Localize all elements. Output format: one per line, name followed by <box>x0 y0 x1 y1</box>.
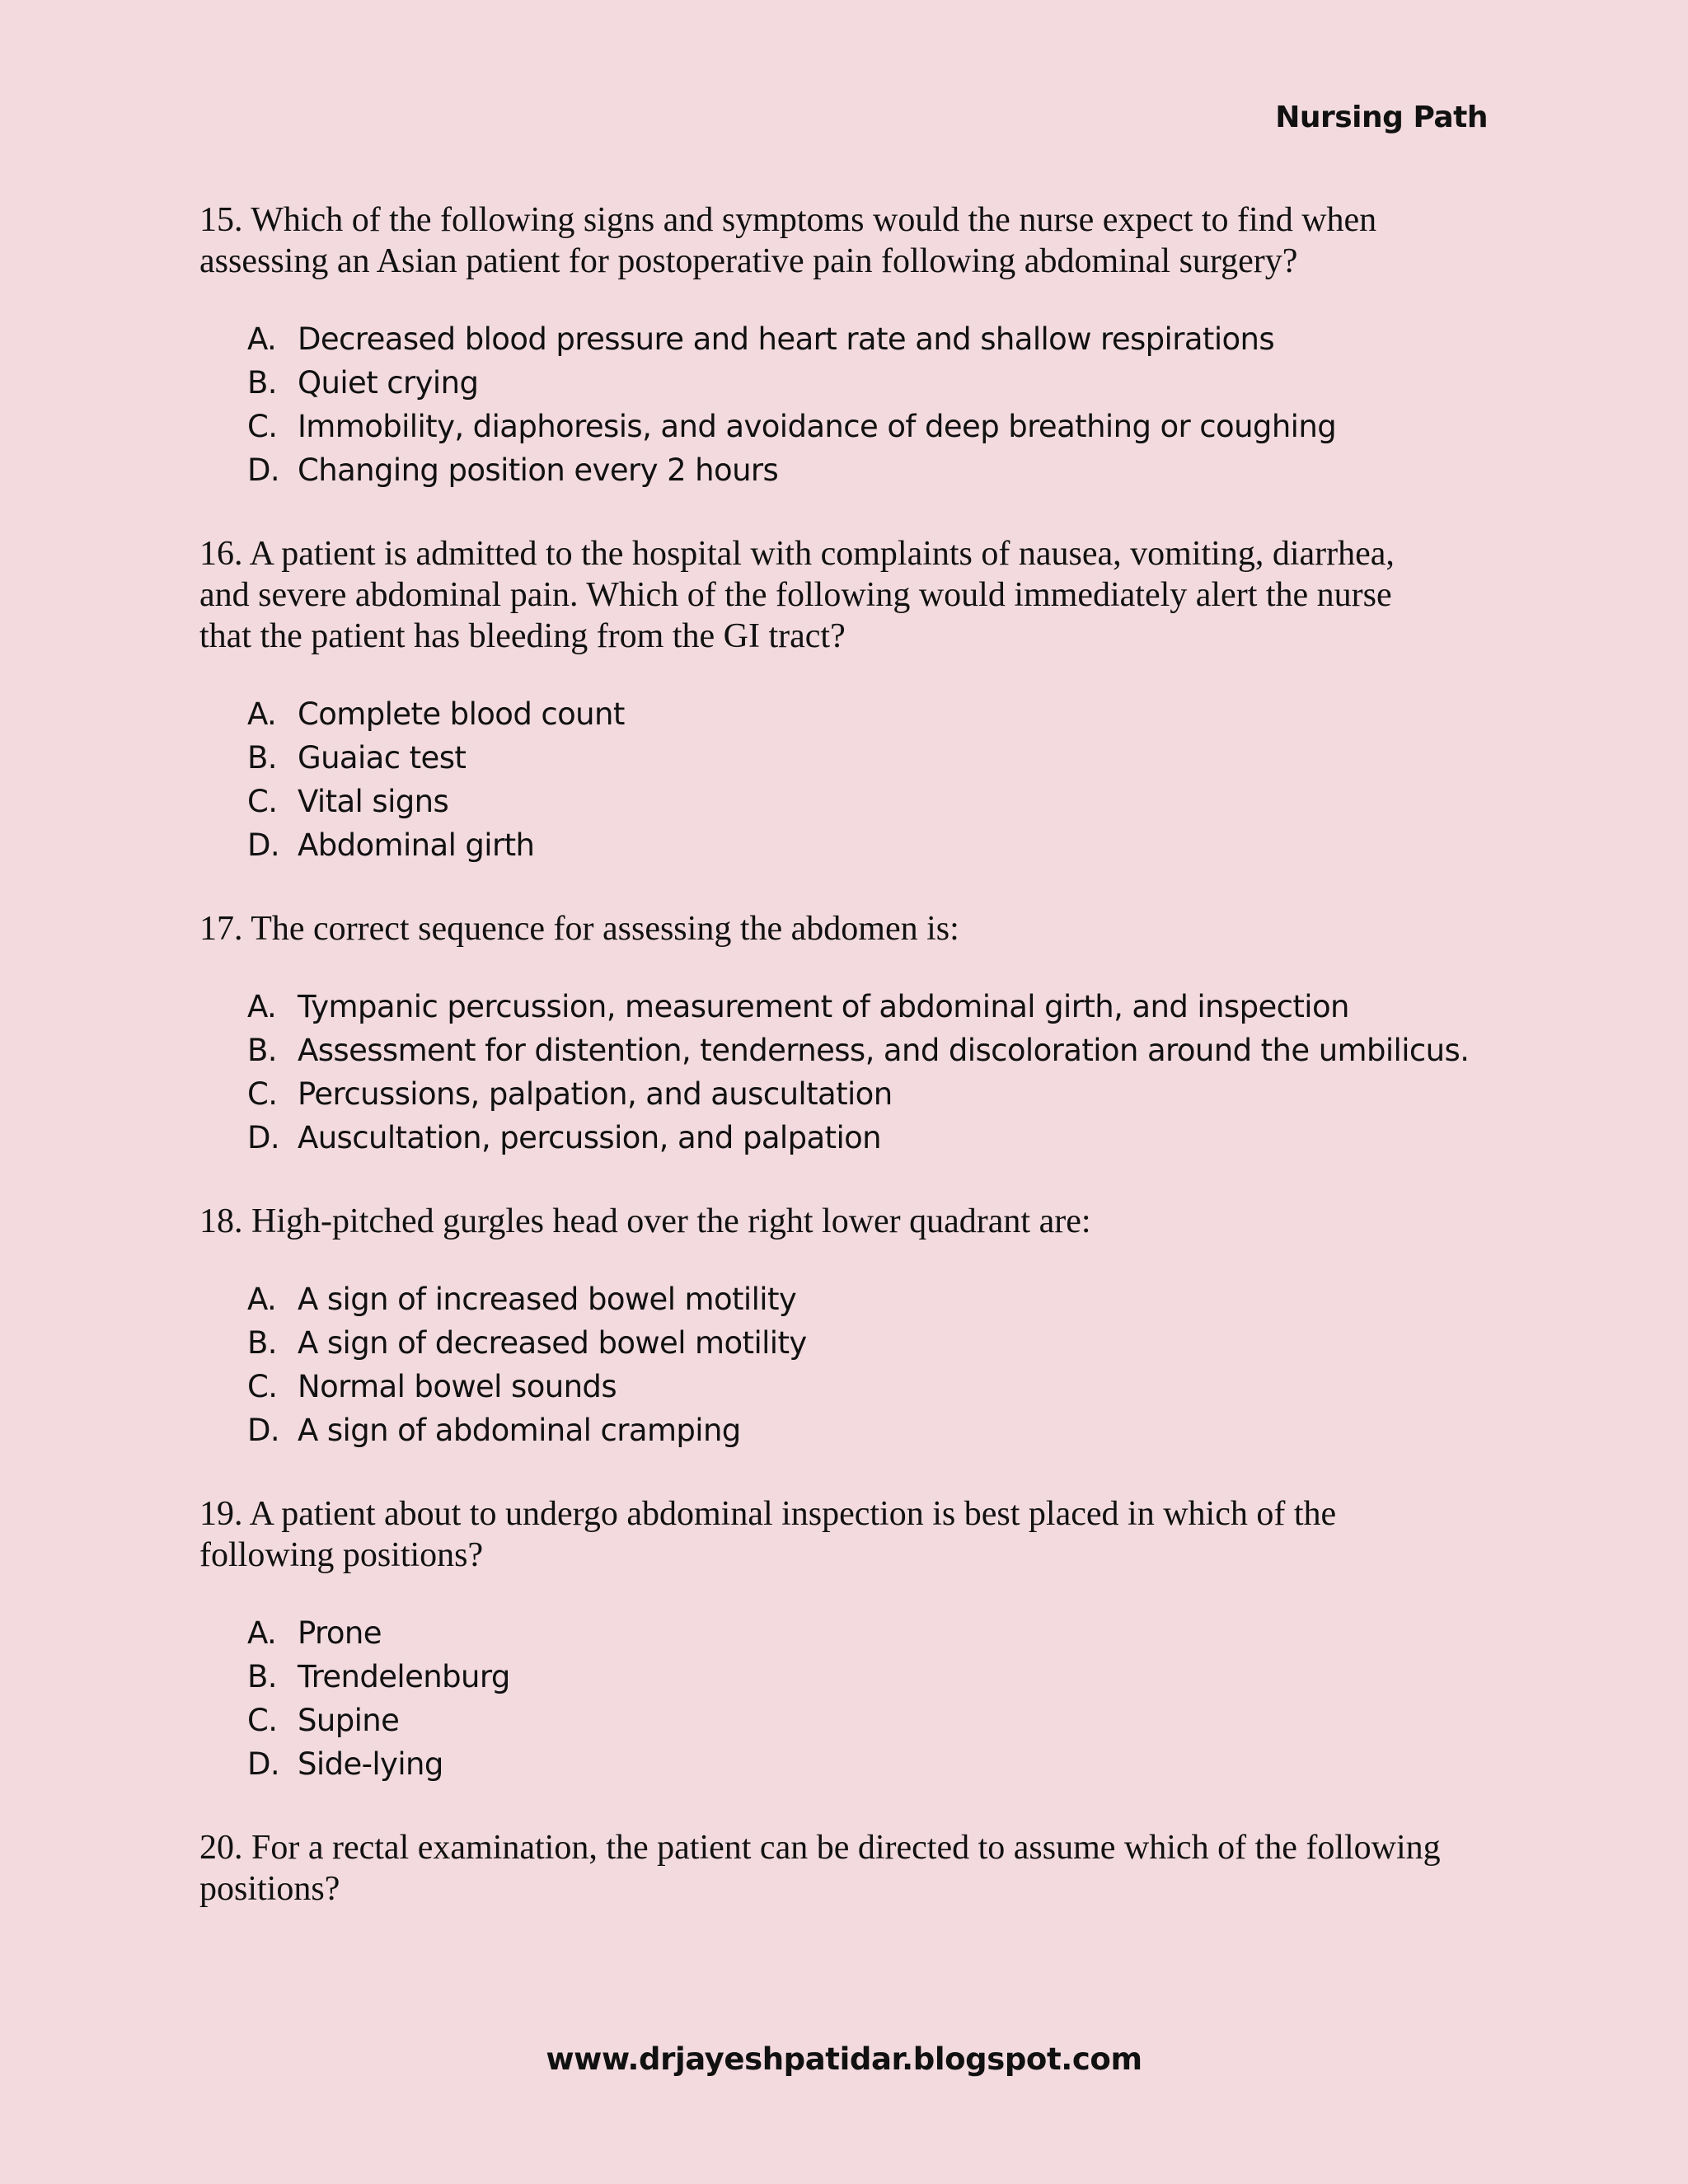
question-text: 19. A patient about to undergo abdominal inspection is best placed in which of the following positions? <box>199 1495 1337 1574</box>
question-19 <box>199 1493 1502 1786</box>
option-letter: B. <box>247 1325 277 1361</box>
option-text: Complete blood count <box>298 696 625 732</box>
answer-option <box>247 1365 1502 1408</box>
question-text: 20. For a rectal examination, the patient can be directed to assume which of the following positions? <box>199 1829 1441 1908</box>
option-letter: A. <box>247 1282 277 1317</box>
answer-option <box>247 1116 1502 1160</box>
option-letter: B. <box>247 740 277 776</box>
option-text: Vital signs <box>298 784 449 819</box>
answer-options <box>199 1277 1502 1452</box>
answer-option <box>247 1699 1502 1742</box>
option-text: A sign of increased bowel motility <box>298 1282 797 1317</box>
option-letter: C. <box>247 409 278 444</box>
option-text: Side-lying <box>298 1746 443 1782</box>
questions-list <box>199 199 1502 1951</box>
option-text: Immobility, diaphoresis, and avoidance of deep breathing or coughing <box>298 409 1337 444</box>
answer-option <box>247 1321 1502 1365</box>
answer-option <box>247 1408 1502 1452</box>
question-text: 17. The correct sequence for assessing the abdomen is: <box>199 910 959 948</box>
option-letter: D. <box>247 827 280 863</box>
answer-option <box>247 823 1502 867</box>
question-20 <box>199 1827 1502 1910</box>
answer-option <box>247 317 1502 361</box>
answer-options <box>199 317 1502 492</box>
option-letter: A. <box>247 696 277 732</box>
option-text: Changing position every 2 hours <box>298 452 779 488</box>
option-letter: D. <box>247 1120 280 1155</box>
option-letter: C. <box>247 1703 278 1738</box>
question-15 <box>199 199 1502 492</box>
option-letter: C. <box>247 784 278 819</box>
question-text: 18. High-pitched gurgles head over the right lower quadrant are: <box>199 1202 1091 1240</box>
option-text: Decreased blood pressure and heart rate and shallow respirations <box>298 321 1275 357</box>
answer-options <box>199 692 1502 867</box>
answer-option <box>247 985 1502 1029</box>
option-letter: A. <box>247 321 277 357</box>
answer-option <box>247 405 1502 448</box>
option-letter: C. <box>247 1076 278 1112</box>
question-17 <box>199 908 1502 1160</box>
option-text: Tympanic percussion, measurement of abdominal girth, and inspection <box>298 989 1349 1024</box>
answer-option <box>247 361 1502 405</box>
answer-option <box>247 1072 1502 1116</box>
option-text: Trendelenburg <box>298 1659 510 1694</box>
option-text: Auscultation, percussion, and palpation <box>298 1120 882 1155</box>
option-text: Quiet crying <box>298 365 479 401</box>
question-18 <box>199 1201 1502 1452</box>
answer-options <box>199 1611 1502 1786</box>
option-letter: C. <box>247 1369 278 1404</box>
answer-option <box>247 736 1502 780</box>
question-text: 15. Which of the following signs and symptoms would the nurse expect to find when assessing an Asian patient for postoperative pain following abdominal surgery? <box>199 201 1377 280</box>
answer-option <box>247 692 1502 736</box>
option-letter: B. <box>247 365 277 401</box>
answer-option <box>247 780 1502 823</box>
option-text: Assessment for distention, tenderness, and discoloration around the umbilicus. <box>298 1033 1470 1068</box>
answer-option <box>247 1277 1502 1321</box>
option-letter: D. <box>247 452 280 488</box>
option-letter: B. <box>247 1659 277 1694</box>
answer-option <box>247 448 1502 492</box>
answer-option <box>247 1029 1502 1072</box>
option-text: A sign of decreased bowel motility <box>298 1325 807 1361</box>
option-text: Guaiac test <box>298 740 467 776</box>
option-text: Percussions, palpation, and auscultation <box>298 1076 893 1112</box>
option-letter: D. <box>247 1413 280 1448</box>
page-header-title: Nursing Path <box>1275 101 1488 134</box>
option-letter: D. <box>247 1746 280 1782</box>
option-text: Normal bowel sounds <box>298 1369 617 1404</box>
option-letter: B. <box>247 1033 277 1068</box>
answer-options <box>199 985 1502 1160</box>
question-text: 16. A patient is admitted to the hospital with complaints of nausea, vomiting, diarrhea, and severe abdominal pain. Which of the following would immediately alert the nurse that the patient has bleeding from the GI tract? <box>199 535 1395 655</box>
footer-website-link[interactable]: www.drjayeshpatidar.blogspot.com <box>546 2041 1142 2077</box>
answer-option <box>247 1611 1502 1655</box>
answer-option <box>247 1655 1502 1699</box>
option-text: Abdominal girth <box>298 827 535 863</box>
option-text: A sign of abdominal cramping <box>298 1413 741 1448</box>
question-16 <box>199 533 1502 867</box>
option-letter: A. <box>247 989 277 1024</box>
option-text: Prone <box>298 1615 382 1651</box>
option-letter: A. <box>247 1615 277 1651</box>
answer-option <box>247 1742 1502 1786</box>
option-text: Supine <box>298 1703 400 1738</box>
